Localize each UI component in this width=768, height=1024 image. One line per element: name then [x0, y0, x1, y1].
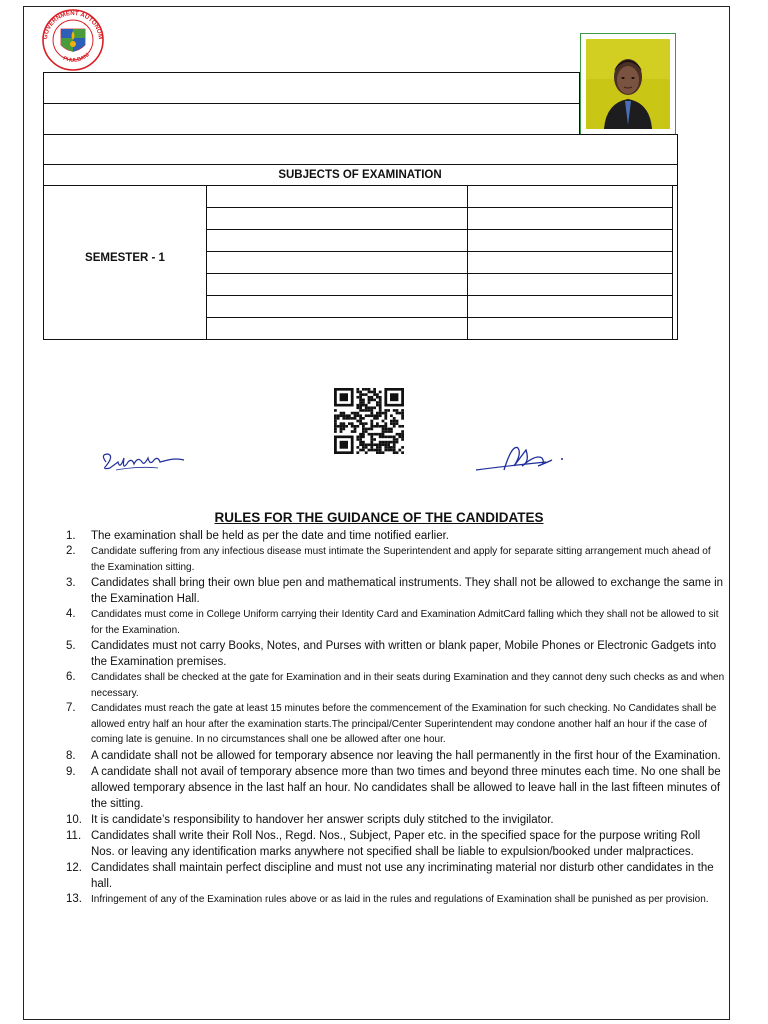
- rules-list: [66, 528, 726, 907]
- table-rule: [206, 207, 672, 208]
- rule-number: 9.: [66, 765, 76, 778]
- table-rule: [206, 317, 672, 318]
- table-rule: [206, 229, 672, 230]
- rule-number: 10.: [66, 813, 82, 826]
- rule-number: 7.: [66, 702, 76, 714]
- qr-code-icon: [334, 388, 404, 454]
- rule-item: [66, 860, 726, 892]
- table-rule: [43, 185, 678, 186]
- table-rule: [579, 72, 580, 135]
- table-rule: [43, 103, 579, 104]
- rule-text: The examination shall be held as per the date and time notified earlier.: [91, 530, 449, 542]
- rule-number: 12.: [66, 861, 82, 874]
- table-rule: [43, 72, 44, 340]
- rule-item: [66, 670, 726, 701]
- rule-text: Infringement of any of the Examination rules above or as laid in the rules and regulations of Examination shall be punished as per provision.: [91, 893, 709, 905]
- table-rule: [677, 134, 678, 340]
- rule-item: [66, 748, 726, 764]
- rule-text: Candidates shall write their Roll Nos., Regd. Nos., Subject, Paper etc. in the specified space for the purpose writing Roll Nos. or leaving any identification marks anywhere not specified shall be liable to expulsion/booked under malpractices.: [91, 829, 701, 858]
- rule-item: [66, 892, 726, 908]
- rule-text: A candidate shall not be allowed for temporary absence nor leaving the hall permanently in the first hour of the Examination.: [91, 749, 721, 762]
- semester-label: SEMESTER - 1: [85, 252, 165, 264]
- rule-text: It is candidate’s responsibility to handover her answer scripts duly stitched to the invigilator.: [91, 813, 554, 826]
- rule-number: 2.: [66, 545, 76, 557]
- rule-item: [66, 764, 726, 812]
- table-rule: [467, 185, 468, 339]
- rule-text: Candidate suffering from any infectious disease must intimate the Superintendent and apply for separate sitting arrangement much ahead of the Examination sitting.: [91, 546, 711, 573]
- rule-text: Candidates shall maintain perfect discipline and must not use any incriminating material nor disturb other candidates in the hall.: [91, 861, 714, 890]
- rule-number: 11.: [66, 829, 82, 842]
- rule-number: 6.: [66, 671, 76, 683]
- rule-number: 8.: [66, 749, 76, 762]
- seal-ring-text: GOVERNMENT AUTONOM: [41, 9, 105, 40]
- rule-text: Candidates must reach the gate at least 15 minutes before the commencement of the Examination for such checking. No Candidates shall be allowed entry half an hour after the examination starts.The principal/Center Superintendent may condone another half an hour if the case of coming late is genuine. In no circumstances shall one be allowed after one hour.: [91, 703, 717, 745]
- superintendent-signature: [98, 444, 188, 476]
- table-rule: [206, 273, 672, 274]
- rule-number: 5.: [66, 640, 76, 652]
- rule-item: [66, 638, 726, 670]
- rule-text: A candidate shall not avail of temporary absence more than two times and beyond three minutes each time. No one shall be allowed temporary absence in the last half an hour. No candidates shall be allowed to leave hall in the last fifteen minutes of the sitting.: [91, 765, 721, 810]
- table-rule: [206, 185, 207, 339]
- rule-text: Candidates shall be checked at the gate for Examination and in their seats during Examination and they cannot deny such checks as and when necessary.: [91, 672, 725, 699]
- table-rule: [43, 72, 579, 73]
- rule-item: [66, 607, 726, 638]
- table-rule: [672, 185, 673, 339]
- rule-item: [66, 701, 726, 748]
- rule-text: Candidates must come in College Uniform carrying their Identity Card and Examination AdmitCard falling which they shall not be allowed to sit for the Examination.: [91, 609, 719, 636]
- subjects-heading: SUBJECTS OF EXAMINATION: [278, 169, 442, 181]
- rule-item: [66, 528, 726, 544]
- rule-item: [66, 812, 726, 828]
- table-rule: [206, 295, 672, 296]
- seal-bottom-text: PHULBANI: [62, 52, 91, 64]
- rules-title: RULES FOR THE GUIDANCE OF THE CANDIDATES: [214, 510, 544, 525]
- table-rule: [43, 339, 678, 340]
- principal-signature: [456, 436, 580, 478]
- rule-item: [66, 575, 726, 607]
- rule-text: Candidates must not carry Books, Notes, and Purses with written or blank paper, Mobile Phones or Electronic Gadgets into the Examination premises.: [91, 640, 717, 668]
- rule-number: 1.: [66, 530, 76, 542]
- rule-number: 13.: [66, 892, 82, 905]
- rule-text: Candidates shall bring their own blue pen and mathematical instruments. They shall not be allowed to exchange the same in the Examination Hall.: [91, 577, 724, 605]
- rule-item: [66, 544, 726, 575]
- table-rule: [206, 251, 672, 252]
- rule-number: 3.: [66, 577, 76, 589]
- rule-number: 4.: [66, 608, 76, 620]
- candidate-photo: [580, 33, 676, 135]
- svg-text:PHULBANI: [62, 52, 91, 64]
- rule-item: [66, 828, 726, 860]
- table-rule: [43, 134, 678, 135]
- college-seal-icon: [37, 7, 109, 71]
